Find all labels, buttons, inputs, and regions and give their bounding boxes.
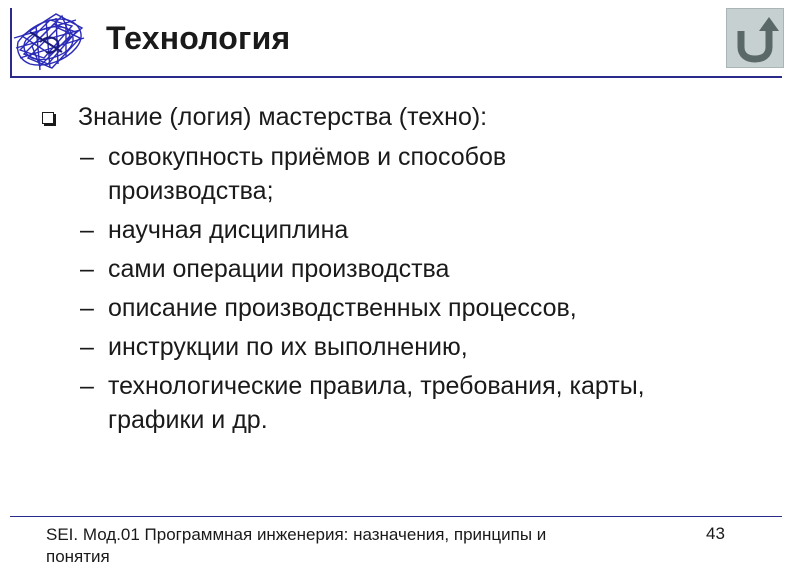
footer-rule (10, 516, 782, 517)
list-item (40, 330, 760, 364)
list-item (40, 213, 760, 247)
main-bullet-text: Знание (логия) мастерства (техно): (78, 103, 488, 131)
list-item-text: описание производственных процессов, (108, 294, 577, 322)
list-item-text: сами операции производства (108, 255, 450, 283)
main-bullet (40, 100, 760, 134)
list-item (40, 369, 760, 437)
dash-marker: – (80, 143, 94, 171)
slide-content (40, 100, 760, 442)
list-item-text: совокупность приёмов и способов (108, 143, 507, 171)
list-item-text: научная дисциплина (108, 216, 349, 244)
footer-text: SEI. Мод.01 Программная инженерия: назначения, принципы и понятия (46, 525, 547, 566)
dash-marker: – (80, 216, 94, 244)
back-button[interactable] (726, 8, 784, 68)
square-bullet-icon (42, 112, 54, 124)
list-item-text-continued: графики и др. (108, 406, 268, 434)
dash-marker: – (80, 333, 94, 361)
list-item-text: инструкции по их выполнению, (108, 333, 468, 361)
page-number: 43 (706, 524, 725, 543)
slide-title: Технология (106, 20, 291, 56)
dash-marker: – (80, 294, 94, 322)
dash-marker: – (80, 255, 94, 283)
dash-marker: – (80, 372, 94, 400)
list-item-text: технологические правила, требования, карты, (108, 372, 645, 400)
list-item (40, 291, 760, 325)
u-turn-back-icon (727, 9, 783, 67)
list-item (40, 140, 760, 208)
sub-list (40, 140, 760, 437)
title-horizontal-rule (10, 76, 782, 78)
list-item-text-continued: производства; (108, 177, 274, 205)
wireframe-logo-icon (10, 6, 98, 78)
list-item (40, 252, 760, 286)
